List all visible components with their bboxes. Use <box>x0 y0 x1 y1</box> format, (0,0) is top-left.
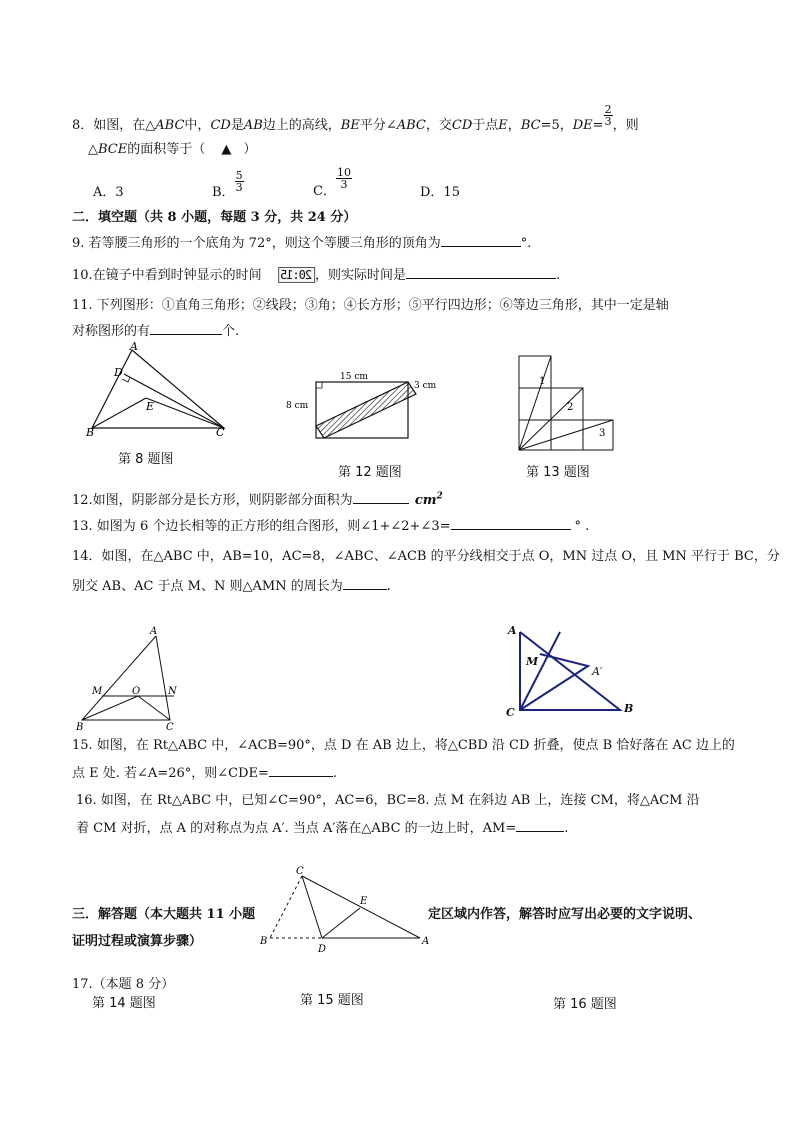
fig8-segment-ec <box>146 398 224 428</box>
fig14-label-o: O <box>132 686 141 697</box>
fig15-segment-ca <box>302 876 420 938</box>
fig15-segment-de <box>322 908 360 938</box>
fig14-label-b: B <box>76 722 84 733</box>
q10-answer-blank[interactable] <box>406 266 556 279</box>
fig15-label-e: E <box>360 896 368 907</box>
fig14-triangle <box>82 636 170 720</box>
q11-line2: 对称图形的有 个. <box>72 324 240 339</box>
q12-answer-blank[interactable] <box>353 491 409 504</box>
fig15-caption: 第 15 题图 <box>300 993 364 1008</box>
figure-8 <box>84 340 244 440</box>
section3-title-part2: 定区域内作答，解答时应写出必要的文字说明、 <box>428 907 702 922</box>
fig8-caption: 第 8 题图 <box>118 452 174 467</box>
fig8-triangle <box>92 350 224 428</box>
fig16-label-a: A <box>508 624 517 637</box>
fig15-label-a: A <box>422 936 430 947</box>
q11-line1: 11. 下列图形：①直角三角形；②线段；③角；④长方形；⑤平行四边形；⑥等边三角形，其中一定是轴 <box>72 298 669 313</box>
q8-option-c[interactable]: C． $\frac{10}{3}$ <box>313 166 351 199</box>
q14-answer-blank[interactable] <box>343 577 387 590</box>
fig16-segment-cm <box>520 632 560 710</box>
q9-answer-blank[interactable] <box>441 234 521 247</box>
fig13-angle-1: 1 <box>539 376 546 387</box>
q11-answer-blank[interactable] <box>150 322 222 335</box>
q12: 12.如图，阴影部分是长方形，则阴影部分面积为 $cm^2$ <box>72 491 443 508</box>
q13: 13. 如图为 6 个边长相等的正方形的组合图形，则∠1+∠2+∠3= ° . <box>72 519 590 534</box>
fig15-label-b: B <box>260 936 268 947</box>
fig14-label-a: A <box>150 626 158 637</box>
fig13-square-1 <box>519 356 551 388</box>
q15-line1: 15. 如图，在 Rt△ABC 中，∠ACB=90°，点 D 在 AB 边上，将△CBD 沿 CD 折叠，使点 B 恰好落在 AC 边上的 <box>72 738 735 753</box>
fig15-label-d: D <box>318 944 327 954</box>
section2-title: 二．填空题（共 8 小题，每题 3 分，共 24 分） <box>72 210 357 225</box>
fig13-caption: 第 13 题图 <box>526 465 590 480</box>
fig8-label-d: D <box>114 366 123 379</box>
section3-title-part1: 三．解答题（本大题共 11 小题 <box>72 907 256 922</box>
q8-option-d[interactable]: D．15 <box>420 185 460 200</box>
fig14-label-c: C <box>166 722 174 733</box>
fig8-label-c: C <box>216 426 225 439</box>
fig14-caption: 第 14 题图 <box>92 996 156 1011</box>
figure-12 <box>282 368 444 448</box>
fig16-triangle <box>520 632 620 710</box>
section3-title-line2: 证明过程或演算步骤） <box>72 934 203 949</box>
fig15-label-c: C <box>296 866 304 877</box>
figure-16 <box>500 620 650 720</box>
fig16-label-a-prime: A′ <box>592 665 603 678</box>
answer-triangle-mark: ▲ <box>221 142 232 157</box>
q17-heading: 17.（本题 8 分） <box>72 977 175 992</box>
fig16-label-b: B <box>624 702 634 715</box>
q8-line1: 8．如图，在△ABC中，CD是AB边上的高线，BE平分∠ABC，交CD于点E，BC=5，DE= $\frac{2}{3}$ ，则 <box>72 103 639 133</box>
fig8-label-e: E <box>146 400 155 413</box>
q15-line2: 点 E 处. 若∠A=26°，则∠CDE= . <box>72 766 338 781</box>
fig12-caption: 第 12 题图 <box>338 465 402 480</box>
fraction-2-3: $\frac{2}{3}$ <box>604 103 612 128</box>
fig15-dashed-cb <box>270 876 302 938</box>
fig12-shaded-rectangle <box>316 382 416 438</box>
unit-cm2: $cm^2$ <box>414 491 443 508</box>
q9: 9. 若等腰三角形的一个底角为 72°，则这个等腰三角形的顶角为 °. <box>72 236 532 251</box>
fig8-label-a: A <box>130 340 138 353</box>
q10: 10.在镜子中看到时钟显示的时间 20:15 ，则实际时间是 . <box>72 268 561 283</box>
fig14-bisector-c <box>138 696 170 720</box>
fig8-right-angle-mark <box>122 377 130 382</box>
q16-answer-blank[interactable] <box>516 819 564 832</box>
q16-line2: 着 CM 对折，点 A 的对称点为点 A′. 当点 A′落在△ABC 的一边上时，AM= . <box>76 821 569 836</box>
q13-answer-blank[interactable] <box>451 517 571 530</box>
fig12-label-top: 15 cm <box>340 372 368 382</box>
q15-answer-blank[interactable] <box>269 764 333 777</box>
fig12-right-angle-mark <box>316 382 322 388</box>
fig13-angle-3: 3 <box>599 428 606 439</box>
fig13-angle-2: 2 <box>567 402 574 413</box>
fig16-caption: 第 16 题图 <box>553 997 617 1012</box>
figure-15 <box>256 862 436 954</box>
fig14-label-m: M <box>92 686 103 697</box>
fig14-bisector-b <box>82 696 138 720</box>
q14-line2: 别交 AB、AC 于点 M、N 则△AMN 的周长为 . <box>72 579 391 594</box>
fig13-diagonal-1 <box>519 356 551 450</box>
figure-14 <box>72 624 192 734</box>
q8-option-b[interactable]: B． $\frac{5}{3}$ <box>212 169 243 200</box>
q8-option-a[interactable]: A．3 <box>93 185 124 200</box>
fig12-label-left: 8 cm <box>286 401 309 411</box>
fig8-label-b: B <box>86 426 95 439</box>
q16-line1: 16. 如图，在 Rt△ABC 中，已知∠C=90°，AC=6，BC=8. 点 M 在斜边 AB 上，连接 CM，将△ACM 沿 <box>76 793 700 808</box>
fig16-label-m: M <box>526 655 539 668</box>
q14-line1: 14．如图，在△ABC 中，AB=10，AC=8，∠ABC、∠ACB 的平分线相交于点 O，MN 过点 O，且 MN 平行于 BC，分 <box>72 549 780 564</box>
mirrored-clock-display: 20:15 <box>278 267 315 283</box>
fig14-label-n: N <box>168 686 177 697</box>
figure-13 <box>515 352 619 454</box>
fig16-label-c: C <box>506 706 515 719</box>
fig8-altitude-cd <box>124 374 224 428</box>
q8-line2: △BCE的面积等于（ ▲ ） <box>88 142 257 157</box>
fig12-label-right: 3 cm <box>414 381 437 391</box>
